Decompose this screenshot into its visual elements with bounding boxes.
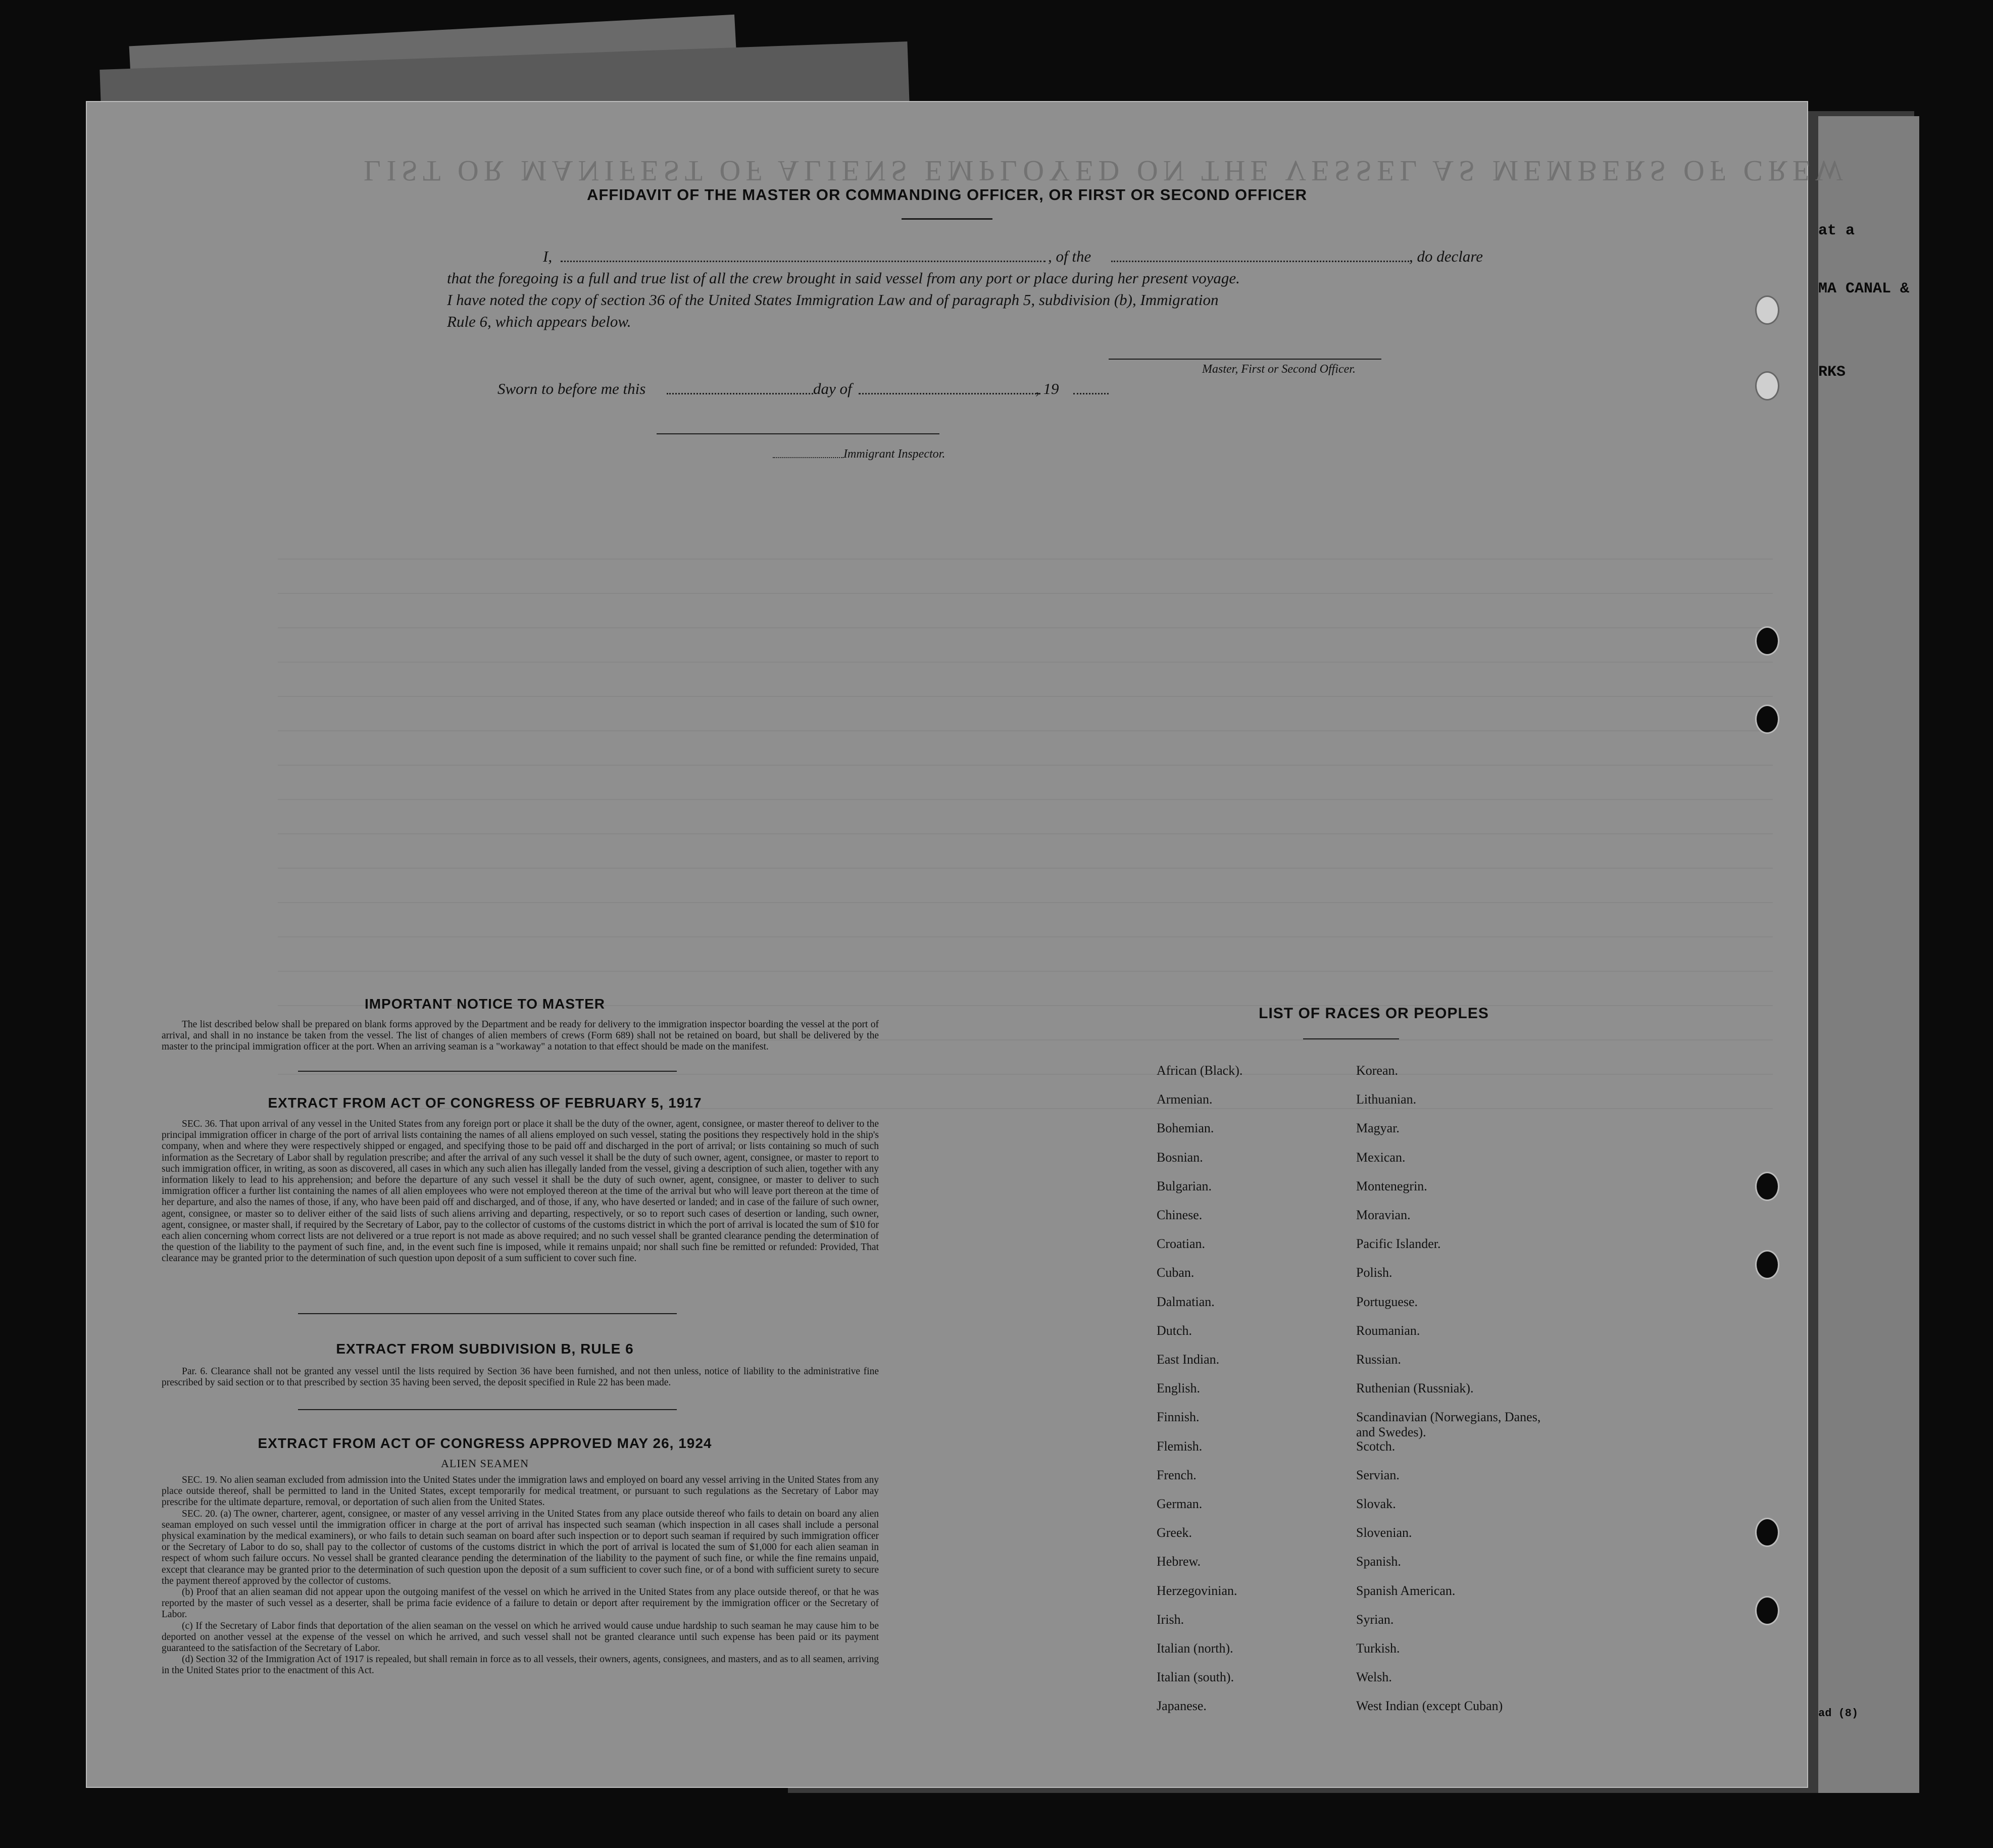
sworn-day-of: day of: [813, 380, 852, 397]
affidavit-line-4: Rule 6, which appears below.: [447, 313, 631, 330]
race-item: German.: [1157, 1496, 1203, 1511]
race-item: Pacific Islander.: [1356, 1236, 1441, 1252]
underlying-manifest-edge: [1818, 116, 1919, 1793]
day-blank: [667, 393, 813, 394]
race-item: English.: [1157, 1381, 1200, 1396]
act-1924-body: SEC. 19. No alien seaman excluded from admission into the United States under the immigration laws and employed on board any vessel arriving in the United States from any place outside thereof, shall be permitted to land in the United States, except temporarily for medical treatment, or pursuant to such regulations as the Secretary of Labor may prescribe for the ultimate departure, removal, or deportation of such alien from the United States. SEC. 20. (a) The owner, charterer, agent, consignee, or master of any vessel arriving in the United States from any place outside thereof who fails to detain on board any alien seaman employed on such vessel until the immigration officer in charge at the port of arrival has inspected such seaman (which inspection in all cases shall include a personal physical examination by the medical examiners), or who fails to detain such seaman on board after such inspection or to deport such seaman if required by such immigration officer or the Secretary of Labor to do so, shall pay to the collector of customs of the customs district in which the port of arrival is located the sum of $1,000 for each alien seaman in respect of whom such failure occurs. No vessel shall be granted clearance pending the determination of the liability to the payment of such fine, or while the fine remains unpaid, except that clearance may be granted prior to the determination of such question upon the deposit of a sum sufficient to cover such fine, or of a bond with sufficient surety to secure the payment thereof approved by the collector of customs. (b) Proof that an alien seaman did not appear upon the outgoing manifest of the vessel on which he arrived in the United States from any place outside thereof, or that he was reported by the master of such vessel as a deserter, shall be prima facie evidence of a failure to detain or deport after requirement by the immigration officer or the Secretary of Labor. (c) If the Secretary of Labor finds that deportation of the alien seaman on the vessel on which he arrived would cause undue hardship to such seaman he may cause him to be deported on another vessel at the expense of the vessel on which he arrived, and such vessel shall not be granted clearance until such expense has been paid or its payment guaranteed to the satisfaction of the Secretary of Labor. (d) Section 32 of the Immigration Act of 1917 is repealed, but shall remain in force as to all vessels, their owners, agents, consignees, and masters, and as to all seamen, arriving in the United States prior to the enactment of this Act.: [162, 1475, 879, 1676]
race-item: Bulgarian.: [1157, 1178, 1212, 1193]
race-item: Servian.: [1356, 1467, 1400, 1482]
signature-line: [1109, 359, 1381, 360]
race-item: Lithuanian.: [1356, 1092, 1417, 1107]
race-item: Hebrew.: [1157, 1554, 1201, 1569]
race-item: Montenegrin.: [1356, 1178, 1427, 1193]
punch-hole: [1755, 371, 1779, 401]
inspector-signature-line: [657, 433, 939, 434]
race-item: Russian.: [1356, 1352, 1401, 1367]
notice-title: IMPORTANT NOTICE TO MASTER: [364, 996, 606, 1012]
vessel-blank: [1111, 261, 1409, 262]
month-blank: [859, 393, 1040, 394]
race-item: Welsh.: [1356, 1670, 1392, 1685]
race-item: Korean.: [1356, 1063, 1399, 1078]
affidavit-do-declare: , do declare: [1409, 247, 1483, 265]
race-item: Herzegovinian.: [1157, 1583, 1237, 1598]
race-item: Turkish.: [1356, 1641, 1400, 1656]
notice-body: The list described below shall be prepared on blank forms approved by the Department and be ready for delivery to the immigration inspector boarding the vessel at the port of arrival, and shall in no instance be taken from the vessel. The list of changes of alien members of crews (Form 689) shall not be retained on board, but shall be delivered by the master to the principal immigration officer at the port. When an arriving seaman is a "workaway" a notation to that effect should be made on the manifest.: [162, 1019, 879, 1053]
act-1917-body: SEC. 36. That upon arrival of any vessel in the United States from any foreign port or place it shall be the duty of the owner, agent, consignee, or master thereof to deliver to the principal immigration officer in charge of the port of arrival lists containing the names of all aliens employed on such vessel, stating the positions they respectively hold in the ship's company, when and where they were respectively shipped or engaged, and specifying those to be paid off and discharged in the port of arrival; or lists containing so much of such information as the Secretary of Labor shall by regulation prescribe; and after the arrival of any such vessel it shall be the duty of such owner, agent, consignee, or master to report to such immigration officer, in writing, as soon as discovered, all cases in which any such alien has illegally landed from the vessel, giving a description of such alien, together with any information likely to lead to his apprehension; and before the departure of any such vessel it shall be the duty of such owner, agent, consignee, or master to deliver to such immigration officer a further list containing the names of all alien employees who were not employed thereon at the time of the arrival but who will leave port thereon at the time of her departure, and also the names of those, if any, who have been paid off and discharged, and of those, if any, who have deserted or landed; and in case of the failure of such owner, agent, consignee, or master so to deliver either of the said lists of such aliens arriving and departing, respectively, or so to report such cases of desertion or landing, such owner, agent, consignee, or master shall, if required by the Secretary of Labor, pay to the collector of customs of the customs district in which the port of arrival is located the sum of $10 for each alien concerning whom correct lists are not delivered or a true report is not made as above required; and no such vessel shall be granted clearance pending the determination of the question of the liability to the payment of such fine, and, in the event such fine is imposed, while it remains unpaid; nor shall such fine be remitted or refunded: Provided, That clearance may be granted prior to the determination of such question upon deposit of a sum sufficient to cover such fine.: [162, 1119, 879, 1264]
races-rule: [1303, 1038, 1399, 1039]
punch-hole: [1755, 1172, 1779, 1201]
affidavit-title: AFFIDAVIT OF THE MASTER OR COMMANDING OFFICER, OR FIRST OR SECOND OFFICER: [586, 186, 1308, 204]
affidavit-i: I,: [543, 247, 553, 265]
edge-text-top: at a: [1818, 222, 1855, 239]
race-item: African (Black).: [1157, 1063, 1243, 1078]
race-item: Polish.: [1356, 1265, 1392, 1280]
race-item: Roumanian.: [1356, 1323, 1420, 1338]
race-item: Slovenian.: [1356, 1525, 1412, 1540]
sworn-year: , 19: [1035, 380, 1059, 397]
sworn-text: Sworn to before me this: [497, 380, 646, 397]
divider: [298, 1071, 677, 1072]
race-item: Spanish American.: [1356, 1583, 1456, 1598]
race-item: Dutch.: [1157, 1323, 1192, 1338]
affidavit-of-the: , of the: [1048, 247, 1091, 265]
race-item: Scotch.: [1356, 1438, 1396, 1454]
race-item: Magyar.: [1356, 1121, 1400, 1136]
punch-hole: [1755, 626, 1779, 656]
race-item: Flemish.: [1157, 1438, 1203, 1454]
race-item: Slovak.: [1356, 1496, 1396, 1511]
title-rule: [902, 218, 992, 220]
show-through-heading: LIST OR MANIFEST OF ALIENS EMPLOYED ON THE VESSEL AS MEMBERS OF CREW: [364, 155, 1849, 187]
race-item: Italian (south).: [1157, 1670, 1234, 1685]
punch-hole: [1755, 705, 1779, 734]
race-item: West Indian (except Cuban): [1356, 1699, 1503, 1714]
race-item: Bosnian.: [1157, 1150, 1203, 1165]
race-item: Syrian.: [1356, 1612, 1394, 1627]
inspector-dots: [773, 457, 843, 458]
edge-text-low: RKS: [1818, 364, 1846, 381]
race-item: Japanese.: [1157, 1699, 1207, 1714]
punch-hole: [1755, 295, 1779, 325]
alien-seamen-subtitle: ALIEN SEAMEN: [441, 1457, 529, 1470]
rule-6-title: EXTRACT FROM SUBDIVISION B, RULE 6: [336, 1341, 634, 1357]
race-item: Irish.: [1157, 1612, 1184, 1627]
punch-hole: [1755, 1596, 1779, 1625]
name-blank: [561, 261, 1045, 262]
race-item: Cuban.: [1157, 1265, 1194, 1280]
race-item: Chinese.: [1157, 1208, 1203, 1222]
race-item: Armenian.: [1157, 1092, 1213, 1107]
race-item: Ruthenian (Russniak).: [1356, 1381, 1474, 1396]
race-item: Mexican.: [1356, 1150, 1406, 1165]
divider: [298, 1313, 677, 1314]
inspector-caption: Immigrant Inspector.: [843, 447, 945, 461]
year-blank: [1073, 393, 1109, 394]
race-item: Italian (north).: [1157, 1641, 1233, 1656]
race-item: Finnish.: [1157, 1410, 1200, 1425]
race-item: Croatian.: [1157, 1236, 1206, 1252]
punch-hole: [1755, 1250, 1779, 1279]
affidavit-line-3: I have noted the copy of section 36 of the United States Immigration Law and of paragraph 5, subdivision (b), Immigration: [447, 291, 1219, 309]
race-item: French.: [1157, 1467, 1197, 1482]
race-item: Greek.: [1157, 1525, 1192, 1540]
race-item: Bohemian.: [1157, 1121, 1214, 1136]
divider: [298, 1409, 677, 1410]
race-item: Spanish.: [1356, 1554, 1401, 1569]
edge-text-bottom: ad (8): [1818, 1707, 1859, 1720]
punch-hole: [1755, 1518, 1779, 1547]
act-1917-title: EXTRACT FROM ACT OF CONGRESS OF FEBRUARY 5, 1917: [268, 1095, 702, 1111]
signature-caption: Master, First or Second Officer.: [1202, 363, 1356, 376]
edge-text-mid: MA CANAL &: [1818, 280, 1910, 297]
race-item: Scandinavian (Norwegians, Danes, and Swedes).: [1356, 1410, 1541, 1440]
race-item: Moravian.: [1356, 1208, 1411, 1222]
act-1924-title: EXTRACT FROM ACT OF CONGRESS APPROVED MAY 26, 1924: [258, 1435, 712, 1451]
race-item: Dalmatian.: [1157, 1294, 1215, 1309]
race-item: East Indian.: [1157, 1352, 1220, 1367]
rule-6-body: Par. 6. Clearance shall not be granted any vessel until the lists required by Section 36 have been furnished, and not then unless, notice of liability to the administrative fine prescribed by said section or to that prescribed by section 35 having been served, the deposit specified in Rule 22 has been made.: [162, 1366, 879, 1388]
affidavit-line-2: that the foregoing is a full and true list of all the crew brought in said vessel from any port or place during her present voyage.: [447, 269, 1240, 287]
race-item: Portuguese.: [1356, 1294, 1418, 1309]
races-title: LIST OF RACES OR PEOPLES: [1259, 1005, 1489, 1022]
